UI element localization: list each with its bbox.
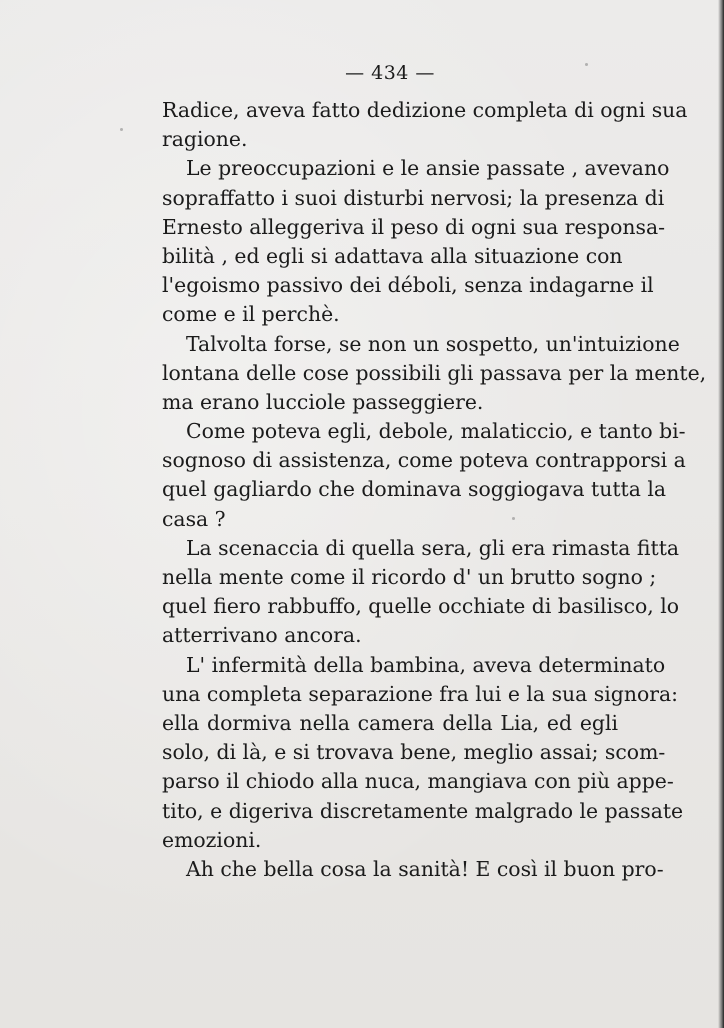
- paper-speck: [585, 63, 588, 66]
- text-line: Talvolta forse, se non un sospetto, un'intuizione: [186, 331, 680, 356]
- text-line: quel gagliardo che dominava soggiogava tutta la: [162, 477, 667, 502]
- body-text: [162, 96, 707, 884]
- page-edge-shadow: [718, 0, 724, 1028]
- text-line: lontana delle cose possibili gli passava per la mente,: [162, 360, 707, 385]
- text-line: ella dormiva nella camera della Lia, ed egli: [162, 710, 618, 735]
- text-line: La scenaccia di quella sera, gli era rimasta fitta: [186, 535, 680, 560]
- paper-speck: [120, 128, 123, 131]
- text-line: Ernesto alleggeriva il peso di ogni sua responsa-: [162, 214, 665, 239]
- text-line: emozioni.: [162, 827, 262, 852]
- text-line: l'egoismo passivo dei déboli, senza indagarne il: [162, 273, 654, 298]
- text-line: ma erano lucciole passeggiere.: [162, 389, 484, 414]
- text-line: sognoso di assistenza, come poteva contrapporsi a: [162, 448, 686, 473]
- text-line: Ah che bella cosa la sanità! E così il buon pro-: [186, 856, 664, 881]
- text-line: solo, di là, e si trovava bene, meglio assai; scom-: [162, 740, 666, 765]
- text-line: bilità , ed egli si adattava alla situazione con: [162, 243, 623, 268]
- text-line: ragione.: [162, 127, 248, 152]
- text-line: tito, e digeriva discretamente malgrado le passate: [162, 798, 684, 823]
- text-line: sopraffatto i suoi disturbi nervosi; la presenza di: [162, 185, 665, 210]
- text-line: L' infermità della bambina, aveva determinato: [186, 652, 666, 677]
- text-line: Radice, aveva fatto dedizione completa di ogni sua: [162, 98, 688, 122]
- text-line: Come poteva egli, debole, malaticcio, e tanto bi-: [186, 419, 686, 444]
- text-line: Le preoccupazioni e le ansie passate , avevano: [186, 156, 670, 181]
- text-line: atterrivano ancora.: [162, 623, 362, 648]
- text-line: casa ?: [162, 506, 226, 531]
- text-line: una completa separazione fra lui e la sua signora:: [162, 681, 679, 706]
- text-line: nella mente come il ricordo d' un brutto sogno ;: [162, 565, 657, 589]
- page-number: — 434 —: [345, 62, 435, 84]
- text-line: parso il chiodo alla nuca, mangiava con più appe-: [162, 769, 674, 794]
- text-line: quel fiero rabbuffo, quelle occhiate di basilisco, lo: [162, 594, 680, 619]
- text-line: come e il perchè.: [162, 302, 340, 327]
